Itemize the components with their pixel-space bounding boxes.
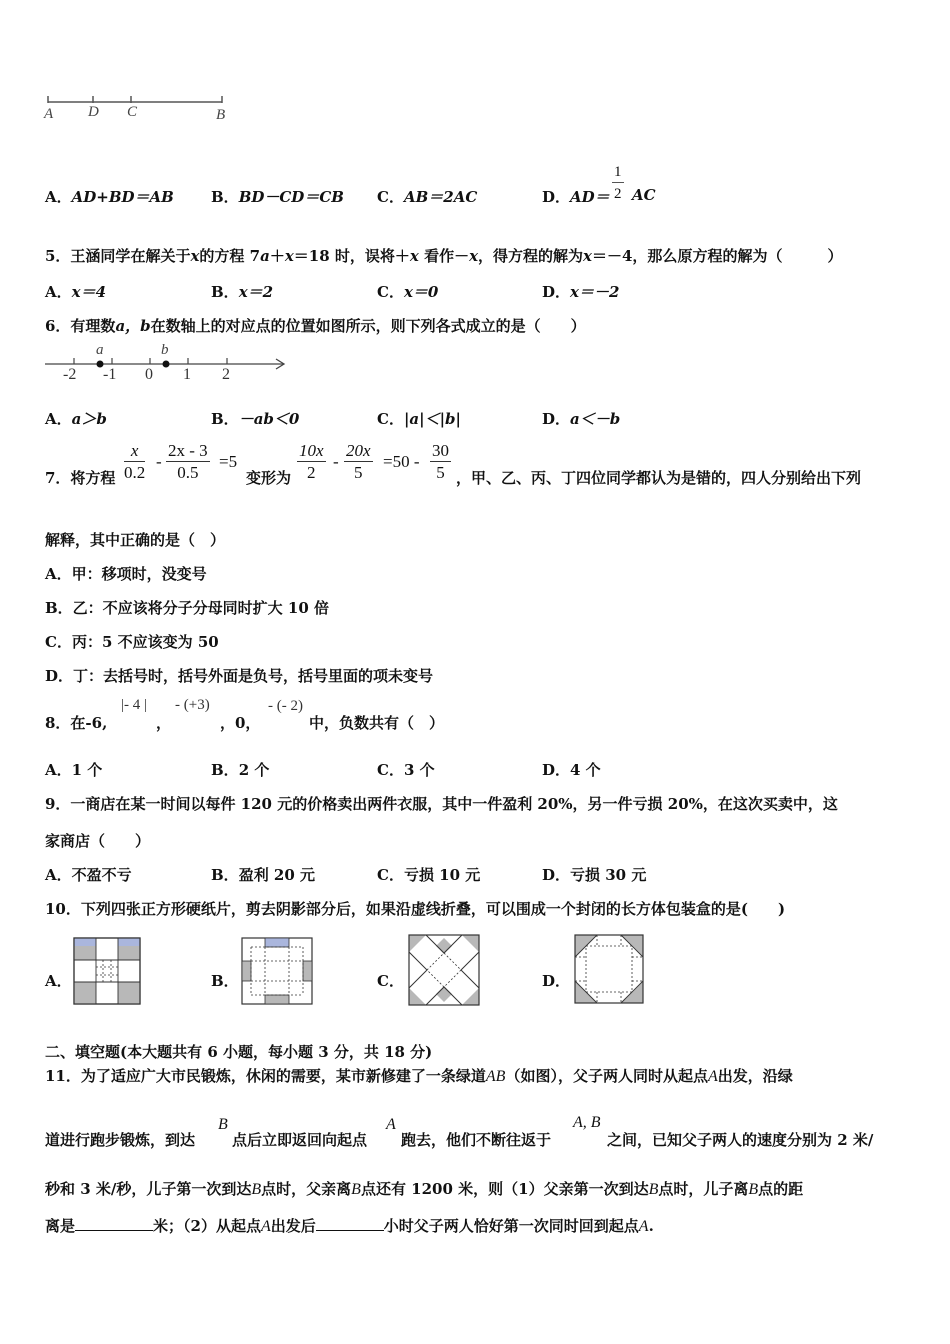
q11-line1: 11．为了适应广大市民锻炼，休闲的需要，某市新修建了一条绿道AB（如图），父子两人同时从起点A出发，沿绿 (45, 1067, 793, 1085)
q8-option-c[interactable]: C．3 个 (377, 761, 435, 779)
q7-stem-end: ，甲、乙、丙、丁四位同学都认为是错的，四人分别给出下列 (456, 469, 862, 487)
tick-label: -2 (63, 366, 77, 383)
q7-fraction-4: $\frac{20x}{5}$ (346, 441, 371, 482)
q4-option-d-tail: AC (632, 186, 656, 204)
q4-option-b[interactable]: B．BD－CD＝CB (211, 188, 344, 206)
q7-stem-line2: 解释，其中正确的是（ ） (45, 531, 226, 549)
q7-option-b[interactable]: B．乙：不应该将分子分母同时扩大 10 倍 (45, 599, 329, 617)
answer-blank-2[interactable] (316, 1216, 384, 1231)
q7-option-c[interactable]: C．丙：5 不应该变为 50 (45, 633, 219, 651)
q5-option-d[interactable]: D．x＝－2 (542, 283, 620, 301)
q8-stem-start: 8．在-6, (45, 714, 108, 732)
q11-line2-c: 跑去，他们不断往返于 (401, 1131, 552, 1149)
tick-label: 2 (222, 366, 230, 383)
point-label-b: B (216, 107, 226, 123)
q6-option-b[interactable]: B．－ab＜0 (211, 410, 300, 428)
q7-stem-start: 7．将方程 (45, 469, 116, 487)
q6-option-a[interactable]: A．a＞b (45, 410, 107, 428)
q7-stem-mid: 变形为 (246, 469, 292, 487)
segment-figure (40, 90, 240, 130)
q11-line2-b: 点后立即返回向起点 (232, 1131, 368, 1149)
q9-stem-line2: 家商店（ ） (45, 832, 151, 850)
q5-option-a[interactable]: A．x＝4 (45, 283, 107, 301)
q8-expr-abs: |- 4 | (121, 697, 148, 713)
point-label-a: A (44, 106, 54, 122)
q5-option-b[interactable]: B．x＝2 (211, 283, 274, 301)
q7-equals-1: =5 (219, 452, 238, 471)
q8-comma-1: ， (156, 714, 172, 732)
q6-stem: 6．有理数a，b在数轴上的对应点的位置如图所示，则下列各式成立的是（ ） (45, 317, 586, 335)
q7-option-a[interactable]: A．甲：移项时，没变号 (45, 565, 207, 583)
q11-line2-a-point: A (386, 1116, 396, 1133)
answer-blank-1[interactable] (75, 1216, 153, 1231)
q7-minus-2: - (333, 452, 339, 471)
number-line-label-b: b (161, 342, 169, 358)
tick-label: -1 (103, 366, 117, 383)
q10-option-b-label[interactable]: B． (211, 972, 239, 990)
q11-line2-ab-points: A, B (573, 1114, 601, 1131)
q11-line4: 离是 米；（2）从起点A出发后 小时父子两人恰好第一次同时回到起点A. (45, 1217, 654, 1235)
q8-expr-neg-neg2: - (- 2) (268, 698, 303, 714)
q11-line2-a: 道进行跑步锻炼，到达 (45, 1131, 196, 1149)
q7-fraction-2: $\frac{2x - 3}{0.5}$ (168, 441, 208, 482)
q5-option-c[interactable]: C．x＝0 (377, 283, 439, 301)
q8-stem-end: 中，负数共有（ ） (309, 714, 445, 732)
q10-figure-b[interactable] (241, 937, 313, 1005)
q10-figure-c[interactable] (408, 934, 480, 1006)
point-b-dot (163, 361, 170, 368)
q8-option-b[interactable]: B．2 个 (211, 761, 270, 779)
q6-option-c[interactable]: C．|a|＜|b| (377, 410, 461, 428)
q10-option-a-label[interactable]: A． (45, 972, 72, 990)
q10-option-c-label[interactable]: C． (377, 972, 404, 990)
q6-option-d[interactable]: D．a＜－b (542, 410, 621, 428)
q10-figure-d[interactable] (574, 934, 644, 1004)
q8-comma-2: ，0， (220, 714, 261, 732)
number-line-label-a: a (96, 342, 104, 358)
point-label-c: C (127, 104, 138, 120)
q8-option-d[interactable]: D．4 个 (542, 761, 601, 779)
q7-equals-2: =50 - (383, 452, 420, 471)
q7-fraction-5: $\frac{30}{5}$ (432, 441, 449, 482)
q11-line2-d: 之间，已知父子两人的速度分别为 2 米/ (607, 1131, 874, 1149)
tick-label: 0 (145, 366, 153, 383)
q9-option-a[interactable]: A．不盈不亏 (45, 866, 132, 884)
q7-fraction-1: $\frac{x}{0.2}$ (124, 441, 146, 482)
q9-option-d[interactable]: D．亏损 30 元 (542, 866, 647, 884)
q5-stem: 5．王涵同学在解关于x的方程 7a＋x＝18 时，误将＋x 看作－x，得方程的解为x＝－4，那么原方程的解为（ ） (45, 247, 843, 265)
q8-expr-neg-pos3: - (+3) (175, 697, 210, 713)
section-title: 二、填空题(本大题共有 6 小题，每小题 3 分，共 18 分) (45, 1043, 433, 1061)
q7-minus-1: - (156, 452, 162, 471)
q9-option-b[interactable]: B．盈利 20 元 (211, 866, 316, 884)
q4-option-c[interactable]: C．AB＝2AC (377, 188, 478, 206)
q11-line2-b-point: B (218, 1116, 228, 1133)
q9-option-c[interactable]: C．亏损 10 元 (377, 866, 481, 884)
q9-stem-line1: 9．一商店在某一时间以每件 120 元的价格卖出两件衣服，其中一件盈利 20%，另一件亏损 20%，在这次买卖中，这 (45, 795, 838, 813)
q10-stem: 10．下列四张正方形硬纸片，剪去阴影部分后，如果沿虚线折叠，可以围成一个封闭的长方体包装盒的是( ) (45, 900, 786, 918)
q4-option-d-fraction: $\frac{1}{2}$ (614, 164, 622, 202)
q7-option-d[interactable]: D．丁：去括号时，括号外面是负号，括号里面的项未变号 (45, 667, 434, 685)
point-label-d: D (88, 104, 99, 120)
q10-figure-a[interactable] (73, 937, 141, 1005)
q8-option-a[interactable]: A．1 个 (45, 761, 103, 779)
q4-option-d[interactable]: D．AD＝ (542, 188, 610, 206)
tick-label: 1 (183, 366, 191, 383)
q4-option-a[interactable]: A．AD+BD＝AB (45, 188, 174, 206)
q7-fraction-3: $\frac{10x}{2}$ (299, 441, 324, 482)
q10-option-d-label[interactable]: D． (542, 972, 571, 990)
q11-line3: 秒和 3 米/秒，儿子第一次到达B点时，父亲离B点还有 1200 米，则（1）父亲第一次到达B点时，儿子离B点的距 (45, 1180, 804, 1198)
